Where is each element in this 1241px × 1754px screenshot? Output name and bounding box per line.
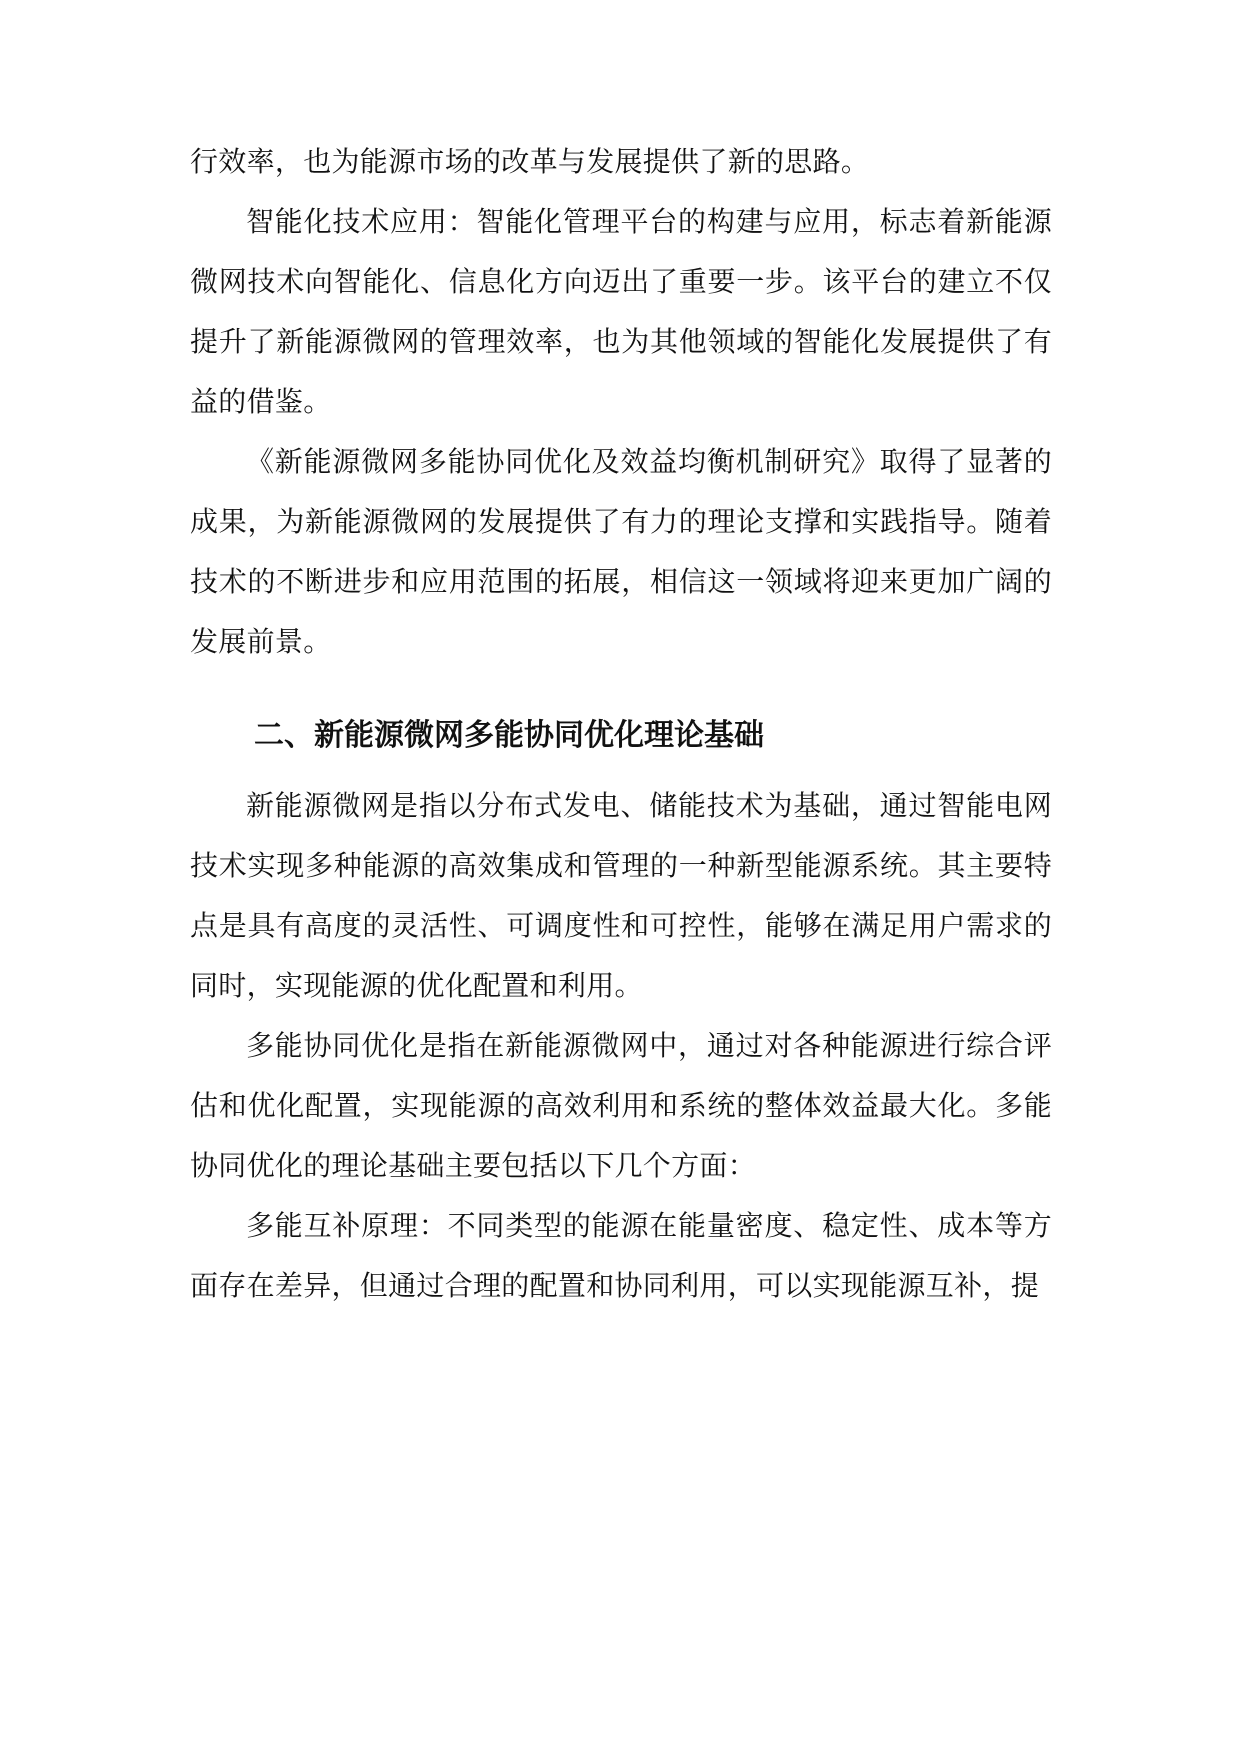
section-heading: 二、新能源微网多能协同优化理论基础: [254, 718, 764, 753]
paragraph-microgrid-definition: 新能源微网是指以分布式发电、储能技术为基础，通过智能电网技术实现多种能源的高效集成和管理的一种新型能源系统。其主要特点是具有高度的灵活性、可调度性和可控性，能够在满足用户需求的同时，实现能源的优化配置和利用。: [190, 789, 1052, 1002]
paragraph-complementarity-principle: 多能互补原理：不同类型的能源在能量密度、稳定性、成本等方面存在差异，但通过合理的配置和协同利用，可以实现能源互补，提: [190, 1209, 1052, 1302]
paragraph-multi-energy-optimization: 多能协同优化是指在新能源微网中，通过对各种能源进行综合评估和优化配置，实现能源的高效利用和系统的整体效益最大化。多能协同优化的理论基础主要包括以下几个方面：: [190, 1029, 1052, 1182]
paragraph-continuation: 行效率，也为能源市场的改革与发展提供了新的思路。: [190, 145, 870, 178]
document-page: [190, 132, 1052, 1316]
paragraph-intelligent-tech: 智能化技术应用：智能化管理平台的构建与应用，标志着新能源微网技术向智能化、信息化方向迈出了重要一步。该平台的建立不仅提升了新能源微网的管理效率，也为其他领域的智能化发展提供了有益的借鉴。: [190, 205, 1052, 418]
paragraph-research-outcome: 《新能源微网多能协同优化及效益均衡机制研究》取得了显著的成果，为新能源微网的发展提供了有力的理论支撑和实践指导。随着技术的不断进步和应用范围的拓展，相信这一领域将迎来更加广阔的发展前景。: [190, 445, 1052, 658]
